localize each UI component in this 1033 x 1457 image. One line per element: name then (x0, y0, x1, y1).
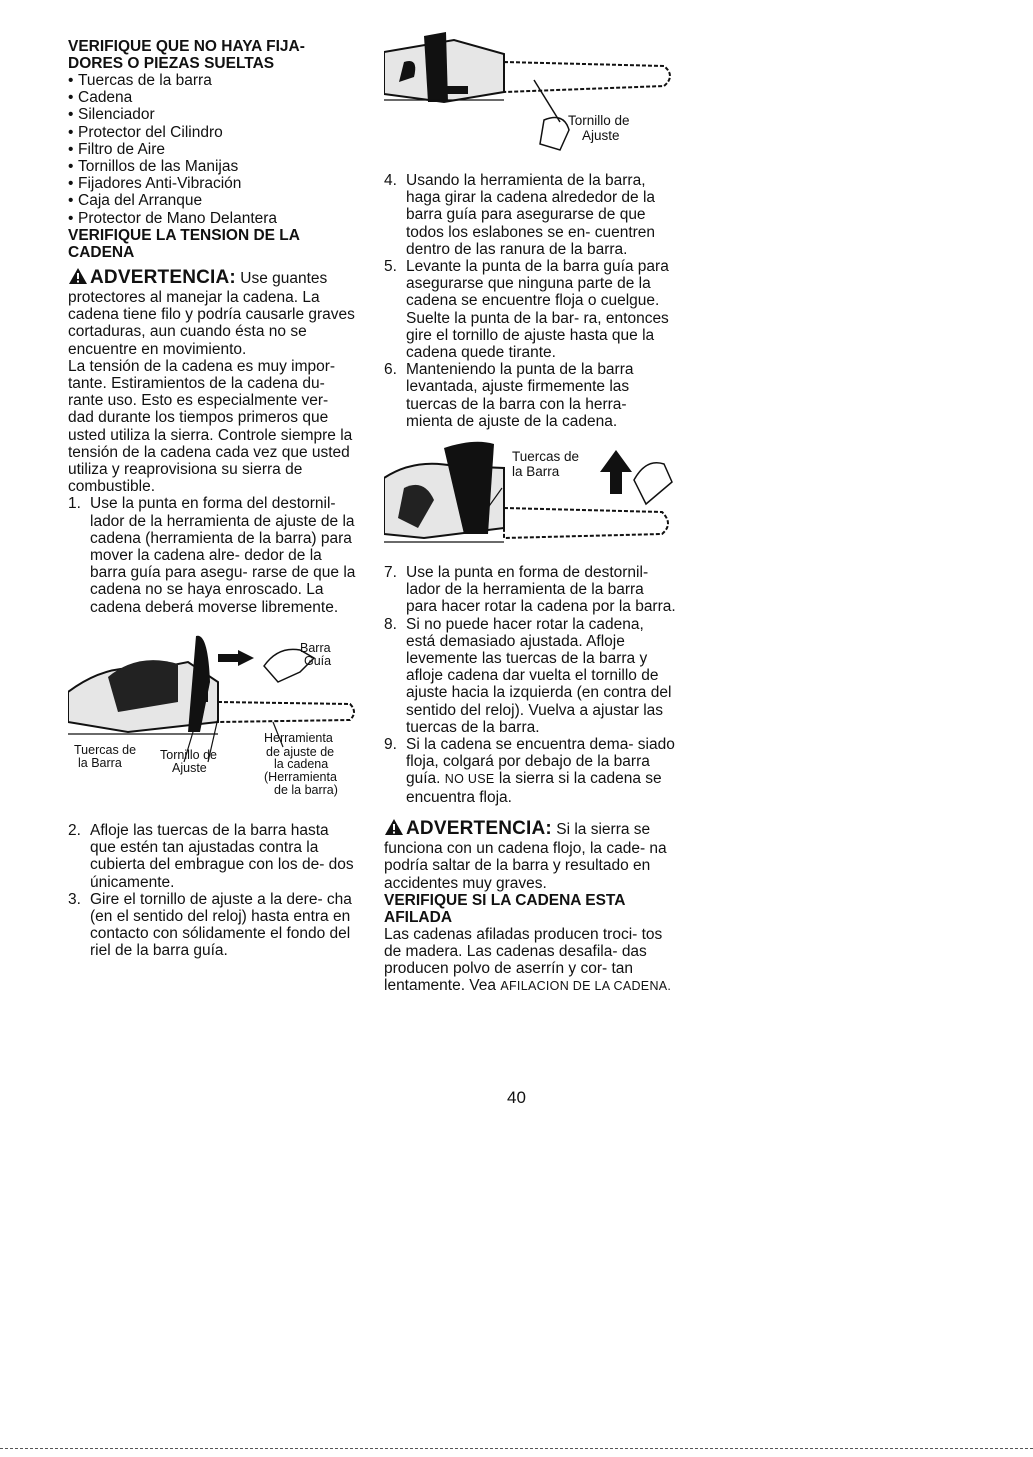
list-item: • Tornillos de las Manijas (68, 158, 358, 175)
step-text-smallcaps: NO USE (444, 772, 495, 787)
warning-triangle-icon (68, 267, 88, 289)
step-9 (384, 736, 676, 806)
heading-chain-sharp: VERIFIQUE SI LA CADENA ESTA AFILADA (384, 891, 625, 926)
step-number: 6. (384, 361, 397, 379)
right-column (384, 38, 676, 996)
label-tornillo-2: Ajuste (172, 760, 207, 775)
step-text: Si la cadena se encuentra dema- siado floja, colgará por debajo de la barra guía. (406, 736, 675, 788)
figure-adjust-screw (384, 32, 676, 172)
list-item: • Protector del Cilindro (68, 124, 358, 141)
step-2 (68, 822, 358, 891)
tension-paragraph: La tensión de la cadena es muy impor- tante. Estiramientos de la cadena du- rante uso. Esto es especialmente ver- dad durante los tiempos primeros que usted utiliza la sierra. Controle siempre la tensión de la cadena cada vez que usted utiliza y reaprovisiona su sierra de combustible. (68, 357, 353, 496)
step-text: Si no puede hacer rotar la cadena, está demasiado ajustada. Afloje levemente las tuercas de la barra y afloje cadena dar vuelta el tornillo de ajuste hacia la izquierda (en contra del sentido del reloj). Vuelva a ajustar las tuercas de la barra. (406, 615, 672, 736)
step-4 (384, 172, 676, 258)
step-text: la sierra si la cadena se encuentra floja. (406, 770, 662, 806)
step-text: Gire el tornillo de ajuste a la dere- cha (en el sentido del reloj) hasta entra en contacto con sólidamente el fondo del riel de la barra guía. (90, 890, 352, 960)
warning-label: ADVERTENCIA: (90, 266, 236, 288)
label-herramienta-4: (Herramienta (264, 769, 337, 784)
paragraph-smallcaps: AFILACION DE LA CADENA. (500, 979, 672, 994)
page-number: 40 (507, 1088, 526, 1107)
label-tornillo-1: Tornillo de (160, 747, 217, 762)
list-item: • Tuercas de la barra (68, 72, 358, 89)
step-text: Afloje las tuercas de la barra hasta que estén tan ajustadas contra la cubierta del embrague con los de- dos únicamente. (90, 821, 354, 891)
label-tuercas-de: Tuercas de (512, 449, 580, 465)
parts-list (68, 72, 358, 227)
warning-text: Si la sierra se funciona con un cadena flojo, la cade- na podría saltar de la barra y resultado en accidentes muy graves. (384, 820, 667, 892)
step-number: 9. (384, 736, 397, 754)
paragraph-text: Las cadenas afiladas producen troci- tos de madera. Las cadenas desafila- das producen polvo de aserrín y cor- tan lentamente. Vea (384, 925, 663, 995)
step-text: Usando la herramienta de la barra, haga girar la cadena alrededor de la barra guía para asegurarse de que todos los eslabones se en- cuentren dentro de las ranura de la barra. (406, 172, 656, 258)
label-ajuste: Ajuste (582, 128, 620, 143)
step-1 (68, 495, 358, 615)
steps-4-6 (384, 172, 676, 430)
step-text: Use la punta en forma del destornil- lador de la herramienta de ajuste de la cadena (herramienta de la barra) para mover la cadena alre- dedor de la barra guía para asegu- rarse de que la cadena no se haya enroscado. La cadena deberá moverse libremente. (90, 495, 356, 616)
step-8 (384, 616, 676, 736)
step-3 (68, 891, 358, 960)
list-item: • Fijadores Anti-Vibración (68, 175, 358, 192)
figure-bar-nuts (384, 438, 676, 564)
step-number: 2. (68, 821, 81, 839)
step-6 (384, 361, 676, 430)
step-number: 7. (384, 564, 397, 582)
step-number: 1. (68, 495, 81, 513)
label-herramienta-3: la cadena (274, 756, 329, 771)
step-7 (384, 564, 676, 616)
warning-text: Use guantes protectores al manejar la cadena. La cadena tiene filo y podría causarle graves cortaduras, aun cuando ésta no se encuentre en movimiento. (68, 269, 355, 358)
bottom-divider (0, 1448, 1033, 1449)
step-text: Use la punta en forma de destornil- lador de la herramienta de la barra para hacer rotar la cadena por la barra. (406, 564, 676, 616)
step-5 (384, 258, 676, 361)
step-text: Manteniendo la punta de la barra levantada, ajuste firmemente las tuercas de la barra con la herra- mienta de ajuste de la cadena. (406, 361, 634, 430)
heading-chain-tension: VERIFIQUE LA TENSION DE LA CADENA (68, 226, 300, 261)
steps-2-3 (68, 822, 358, 960)
left-column (68, 38, 358, 960)
label-tornillo-de: Tornillo de (568, 113, 630, 128)
steps-7-9 (384, 564, 676, 806)
figure-bar-tool (68, 622, 358, 822)
list-item: • Cadena (68, 89, 358, 106)
list-item: • Silenciador (68, 106, 358, 123)
step-number: 3. (68, 890, 81, 908)
list-item: • Caja del Arranque (68, 192, 358, 209)
list-item: • Filtro de Aire (68, 141, 358, 158)
warning-loose-chain (384, 818, 676, 892)
step-text: Levante la punta de la barra guía para asegurarse que ninguna parte de la cadena se encuentre floja o cuelgue. Suelte la punta de la bar- ra, entonces gire el tornillo de ajuste hasta que la cadena quede tirante. (406, 258, 669, 362)
label-tuercas-2: la Barra (78, 755, 122, 770)
warning-label: ADVERTENCIA: (406, 817, 552, 839)
label-herramienta-1: Herramienta (264, 730, 333, 745)
label-guia: Guía (304, 653, 332, 668)
steps-1 (68, 495, 358, 615)
label-la-barra: la Barra (512, 464, 560, 480)
label-herramienta-5: de la barra) (274, 782, 338, 797)
step-number: 8. (384, 615, 397, 633)
warning-triangle-icon (384, 818, 404, 840)
sharp-paragraph (384, 926, 676, 996)
step-number: 4. (384, 172, 397, 189)
heading-check-loose-parts: VERIFIQUE QUE NO HAYA FIJA- DORES O PIEZAS SUELTAS (68, 38, 305, 72)
label-barra: Barra (300, 640, 331, 655)
list-item: • Protector de Mano Delantera (68, 210, 358, 227)
label-tuercas-1: Tuercas de (74, 742, 137, 757)
label-herramienta-2: de ajuste de (266, 744, 335, 759)
chainsaw-screw-illustration (384, 32, 676, 172)
step-number: 5. (384, 258, 397, 276)
warning-gloves (68, 267, 358, 358)
